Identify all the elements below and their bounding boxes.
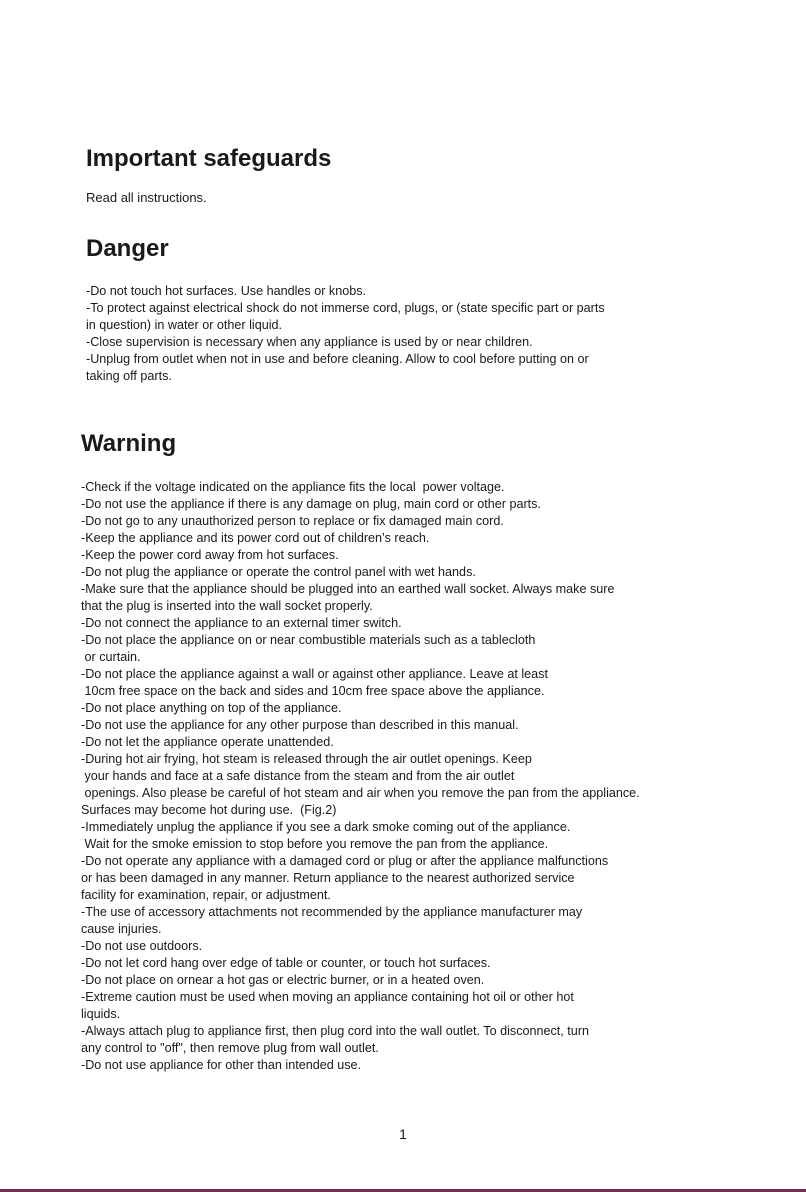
warning-line: -Extreme caution must be used when moving an appliance containing hot oil or other hot bbox=[81, 990, 574, 1004]
danger-list bbox=[86, 283, 786, 385]
page-number: 1 bbox=[399, 1126, 407, 1142]
warning-line: -Do not plug the appliance or operate the control panel with wet hands. bbox=[81, 565, 476, 579]
warning-line: cause injuries. bbox=[81, 922, 162, 936]
warning-line: facility for examination, repair, or adjustment. bbox=[81, 888, 331, 902]
warning-line: -Do not connect the appliance to an external timer switch. bbox=[81, 616, 402, 630]
warning-line: -Always attach plug to appliance first, then plug cord into the wall outlet. To disconnect, turn bbox=[81, 1024, 590, 1038]
danger-line: in question) in water or other liquid. bbox=[86, 318, 283, 332]
warning-line: -Do not place the appliance against a wall or against other appliance. Leave at least bbox=[81, 667, 548, 681]
warning-line: -Do not place the appliance on or near combustible materials such as a tablecloth bbox=[81, 633, 536, 647]
warning-line: -Do not use appliance for other than intended use. bbox=[81, 1058, 362, 1072]
danger-line: -Unplug from outlet when not in use and before cleaning. Allow to cool before putting on or bbox=[86, 352, 589, 366]
warning-line: liquids. bbox=[81, 1007, 121, 1021]
danger-line: -Close supervision is necessary when any appliance is used by or near children. bbox=[86, 335, 533, 349]
warning-line: -Check if the voltage indicated on the appliance fits the local power voltage. bbox=[81, 480, 505, 494]
warning-line: or curtain. bbox=[81, 650, 141, 664]
warning-line: -Make sure that the appliance should be plugged into an earthed wall socket. Always make sure bbox=[81, 582, 615, 596]
danger-line: -Do not touch hot surfaces. Use handles or knobs. bbox=[86, 284, 367, 298]
danger-heading: Danger bbox=[86, 235, 169, 262]
warning-line: -Do not use the appliance if there is any damage on plug, main cord or other parts. bbox=[81, 497, 541, 511]
warning-line: -During hot air frying, hot steam is released through the air outlet openings. Keep bbox=[81, 752, 532, 766]
warning-line: -Do not place on ornear a hot gas or electric burner, or in a heated oven. bbox=[81, 973, 485, 987]
warning-list bbox=[81, 479, 791, 1074]
warning-line: 10cm free space on the back and sides and 10cm free space above the appliance. bbox=[81, 684, 545, 698]
warning-line: -Do not use the appliance for any other purpose than described in this manual. bbox=[81, 718, 519, 732]
warning-line: -Do not go to any unauthorized person to replace or fix damaged main cord. bbox=[81, 514, 504, 528]
warning-line: -Keep the power cord away from hot surfaces. bbox=[81, 548, 339, 562]
warning-line: openings. Also please be careful of hot steam and air when you remove the pan from the appliance. bbox=[81, 786, 640, 800]
warning-line: -Do not let the appliance operate unattended. bbox=[81, 735, 334, 749]
warning-line: Wait for the smoke emission to stop before you remove the pan from the appliance. bbox=[81, 837, 549, 851]
warning-line: -Do not let cord hang over edge of table or counter, or touch hot surfaces. bbox=[81, 956, 491, 970]
page-title: Important safeguards bbox=[86, 145, 332, 172]
intro-text: Read all instructions. bbox=[86, 190, 207, 205]
warning-heading: Warning bbox=[81, 430, 177, 457]
warning-line: any control to "off", then remove plug from wall outlet. bbox=[81, 1041, 379, 1055]
warning-line: -Do not place anything on top of the appliance. bbox=[81, 701, 342, 715]
warning-line: -The use of accessory attachments not recommended by the appliance manufacturer may bbox=[81, 905, 583, 919]
warning-line: -Do not operate any appliance with a damaged cord or plug or after the appliance malfunctions bbox=[81, 854, 609, 868]
warning-line: or has been damaged in any manner. Return appliance to the nearest authorized service bbox=[81, 871, 575, 885]
warning-line: -Do not use outdoors. bbox=[81, 939, 203, 953]
warning-line: Surfaces may become hot during use. (Fig.2) bbox=[81, 803, 337, 817]
warning-line: that the plug is inserted into the wall socket properly. bbox=[81, 599, 373, 613]
warning-line: your hands and face at a safe distance from the steam and from the air outlet bbox=[81, 769, 515, 783]
warning-line: -Immediately unplug the appliance if you see a dark smoke coming out of the appliance. bbox=[81, 820, 571, 834]
danger-line: -To protect against electrical shock do not immerse cord, plugs, or (state specific part or parts bbox=[86, 301, 605, 315]
danger-line: taking off parts. bbox=[86, 369, 172, 383]
warning-line: -Keep the appliance and its power cord out of children’s reach. bbox=[81, 531, 430, 545]
